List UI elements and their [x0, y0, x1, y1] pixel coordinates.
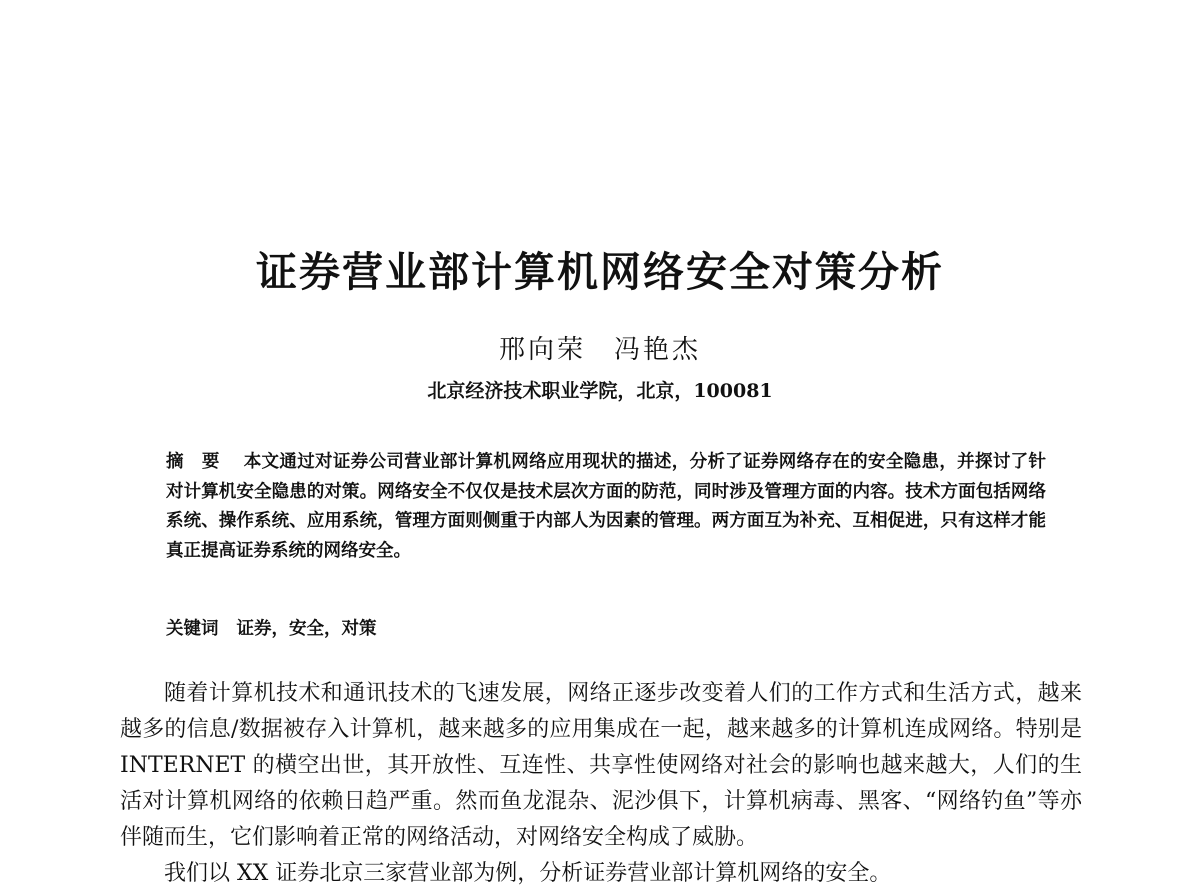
- keywords-text: 证券，安全，对策: [236, 619, 377, 639]
- abstract: [166, 448, 1046, 566]
- body-text: [120, 676, 1082, 892]
- author-affiliation: 北京经济技术职业学院，北京，100081: [427, 380, 773, 402]
- body-paragraph: 我们以 XX 证券北京三家营业部为例，分析证券营业部计算机网络的安全。: [164, 861, 892, 886]
- author-list: [0, 332, 1200, 368]
- abstract-label: 摘要: [166, 452, 238, 472]
- keywords-label: 关键词: [166, 619, 219, 639]
- paper-title: 证券营业部计算机网络安全对策分析: [256, 248, 944, 296]
- author-name: 邢向荣: [498, 335, 586, 365]
- body-paragraph: 随着计算机技术和通讯技术的飞速发展，网络正逐步改变着人们的工作方式和生活方式，越来越多的信息/数据被存入计算机，越来越多的应用集成在一起，越来越多的计算机连成网络。特别是 INTERNET 的横空出世，其开放性、互连性、共享性使网络对社会的影响也越来越大，人们的生活对计算机网络的依赖日趋严重。然而鱼龙混杂、泥沙俱下，计算机病毒、黑客、“网络钓鱼”等亦伴随而生，它们影响着正常的网络活动，对网络安全构成了威胁。: [120, 681, 1082, 850]
- keywords: [166, 614, 1046, 644]
- abstract-text: 本文通过对证券公司营业部计算机网络应用现状的描述，分析了证券网络存在的安全隐患，并探讨了针对计算机安全隐患的对策。网络安全不仅仅是技术层次方面的防范，同时涉及管理方面的内容。技术方面包括网络系统、操作系统、应用系统，管理方面则侧重于内部人为因素的管理。两方面互为补充、互相促进，只有这样才能真正提高证券系统的网络安全。: [166, 452, 1047, 561]
- author-name: 冯艳杰: [614, 335, 702, 365]
